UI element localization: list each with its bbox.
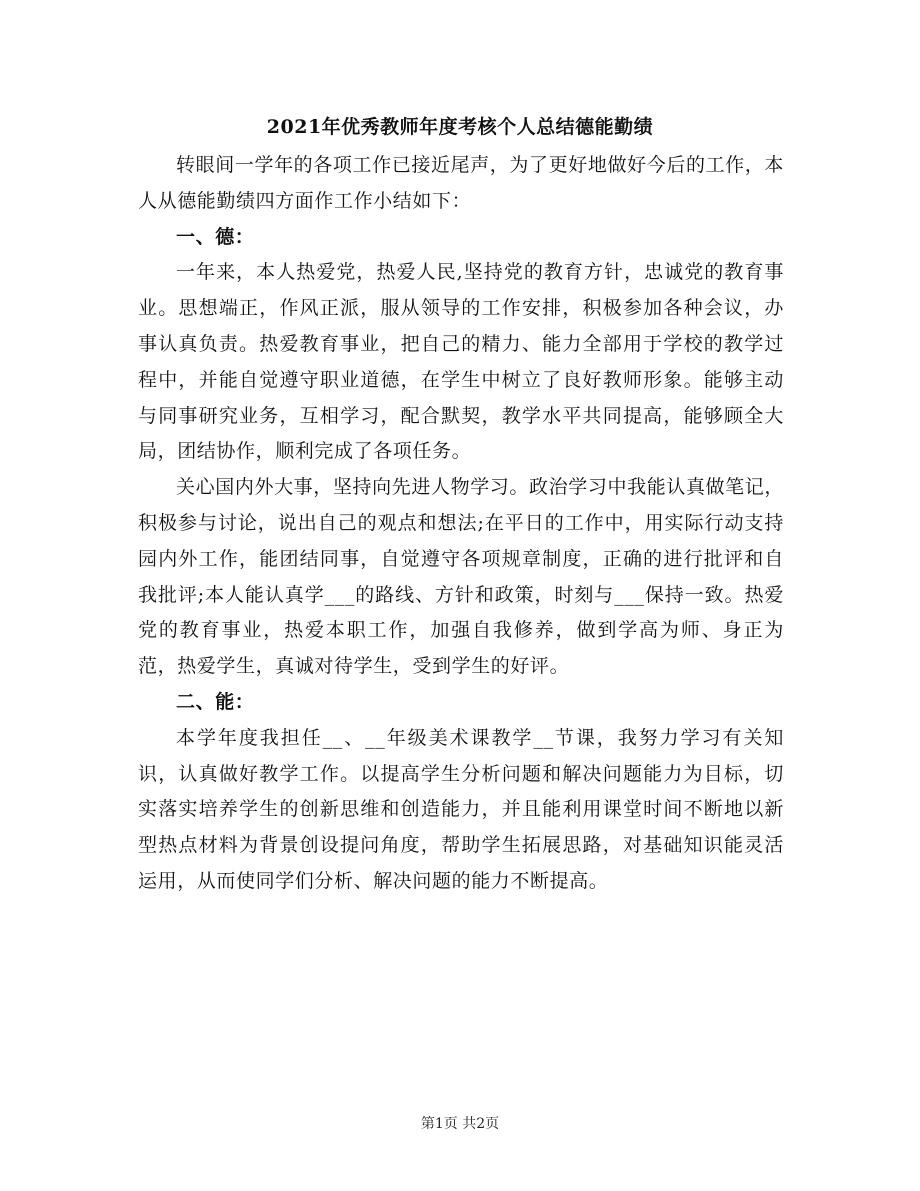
paragraph-de-2: 关心国内外大事，坚持向先进人物学习。政治学习中我能认真做笔记，积极参与讨论，说出自己的观点和想法;在平日的工作中，用实际行动支持园内外工作，能团结同事，自觉遵守各项规章制度，正确的进行批评和自我批评;本人能认真学___的路线、方针和政策，时刻与___保持一致。热爱党的教育事业，热爱本职工作，加强自我修养，做到学高为师、身正为范，热爱学生，真诚对待学生，受到学生的好评。 [138, 476, 784, 678]
document-title: 2021年优秀教师年度考核个人总结德能勤绩 [266, 116, 654, 138]
section-heading-de: 一、德： [176, 225, 255, 248]
section-heading-neng: 二、能： [176, 690, 255, 713]
page-indicator: 第1页 共2页 [420, 1116, 500, 1132]
document-body [138, 148, 784, 900]
intro-paragraph: 转眼间一学年的各项工作已接近尾声，为了更好地做好今后的工作，本人从德能勤绩四方面作工作小结如下： [138, 154, 784, 212]
paragraph-neng-1: 本学年度我担任__、__年级美术课教学__节课，我努力学习有关知识，认真做好教学工作。以提高学生分析问题和解决问题能力为目标，切实落实培养学生的创新思维和创造能力，并且能利用课堂时间不断地以新型热点材料为背景创设提问角度，帮助学生拓展思路，对基础知识能灵活运用，从而使同学们分析、解决问题的能力不断提高。 [138, 726, 784, 892]
paragraph-de-1: 一年来，本人热爱党，热爱人民,坚持党的教育方针，忠诚党的教育事业。思想端正，作风正派，服从领导的工作安排，积极参加各种会议，办事认真负责。热爱教育事业，把自己的精力、能力全部用于学校的教学过程中，并能自觉遵守职业道德，在学生中树立了良好教师形象。能够主动与同事研究业务，互相学习，配合默契，教学水平共同提高，能够顾全大局，团结协作，顺利完成了各项任务。 [138, 261, 784, 463]
